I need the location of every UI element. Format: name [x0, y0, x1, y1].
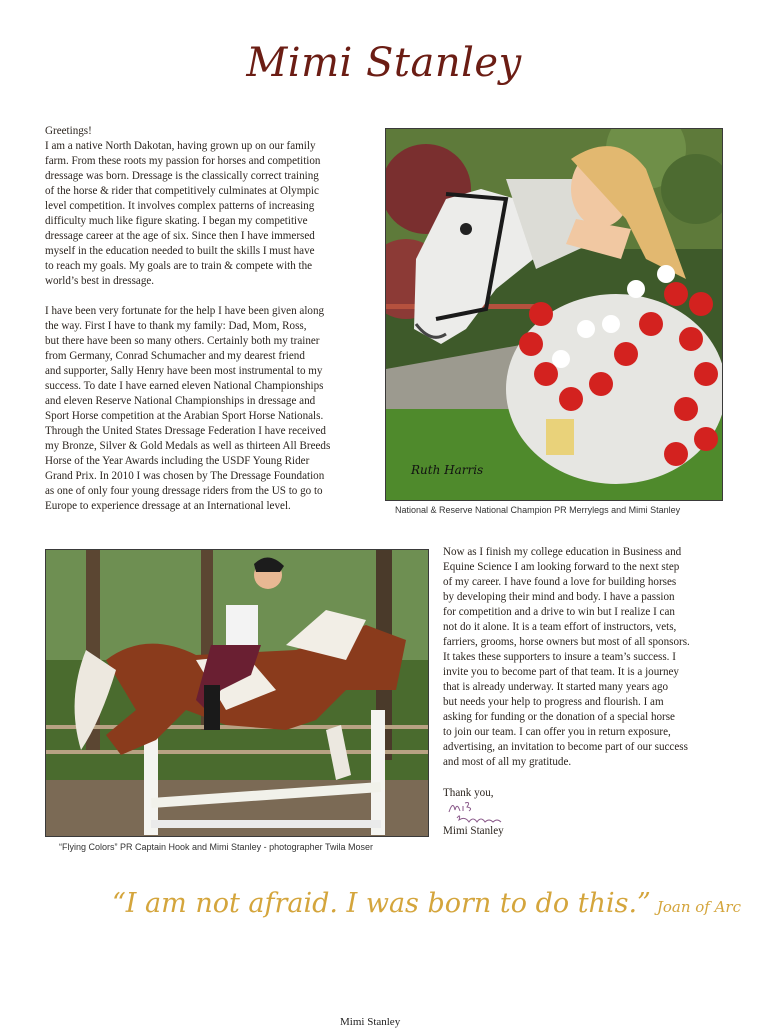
photographer-mark: Ruth Harris — [411, 463, 484, 477]
later-paragraph: Now as I finish my college education in Business and Equine Science I am looking forward to the next step of my career. I have found a love for building horses by developing their mind and body. I have a passion for competition and a drive to win but I realize I can not do it alone. It is a team effort of instructors, vets, farriers, grooms, horse owners but most of all sponsors. It takes these supporters to insure a team’s success. I invite you to become part of that team. It is a journey that is already underway. It started many years ago but needs your help to progress and flourish. I am asking for funding or the donation of a special horse to join our team. I can offer you in return exposure, advertising, an invitation to become part of our success and most of all my gratitude. — [443, 546, 690, 768]
dressage-photo — [385, 128, 723, 501]
jumping-photo-illustration — [46, 550, 428, 836]
handwritten-signature — [447, 798, 507, 826]
intro-paragraph-1: Greetings! I am a native North Dakotan, having grown up on our family farm. From these roots my passion for horses and competition dressage was born. Dressage is the classically correct training of the horse & rider that competitively culminates at Olympic level competition. It involves complex patterns of increasing difficulty much like figure skating. I began my competitive dressage career at the age of six. Since then I have immersed myself in the education needed to built the skills I must have to reach my goals. My goals are to train & compete with the world’s best in dressage. — [45, 125, 321, 287]
quote-text: “I am not afraid. I was born to do this.” — [112, 888, 651, 919]
jumping-photo-caption: “Flying Colors” PR Captain Hook and Mimi Stanley - photographer Twila Moser — [59, 842, 373, 852]
intro-text — [45, 124, 375, 514]
quote — [112, 888, 741, 919]
dressage-photo-caption: National & Reserve National Champion PR Merrylegs and Mimi Stanley — [395, 505, 681, 515]
page-title: Mimi Stanley — [246, 40, 522, 86]
later-text — [443, 545, 733, 770]
signer-name: Mimi Stanley — [443, 825, 504, 837]
quote-author: Joan of Arc — [656, 898, 741, 916]
jumping-photo — [45, 549, 429, 837]
footer-name: Mimi Stanley — [340, 1016, 401, 1028]
intro-paragraph-2: I have been very fortunate for the help I have been given along the way. First I have to thank my family: Dad, Mom, Ross, but there have been so many others. Certainly both my trainer from Germany, Conrad Schumacher and my dearest friend and supporter, Sally Henry have been most instrumental to my success. To date I have earned eleven National Championships and eleven Reserve National Championships in dressage and Sport Horse competition at the Arabian Sport Horse Nationals. Through the United States Dressage Federation I have received my Bronze, Silver & Gold Medals as well as thirteen All Breeds Horse of the Year Awards including the USDF Young Rider Grand Prix. In 2010 I was chosen by The Dressage Foundation as one of only four young dressage riders from the US to go to Europe to experience dressage at an International level. — [45, 305, 331, 512]
thank-you-line: Thank you, — [443, 787, 494, 799]
dressage-photo-illustration — [386, 129, 722, 500]
